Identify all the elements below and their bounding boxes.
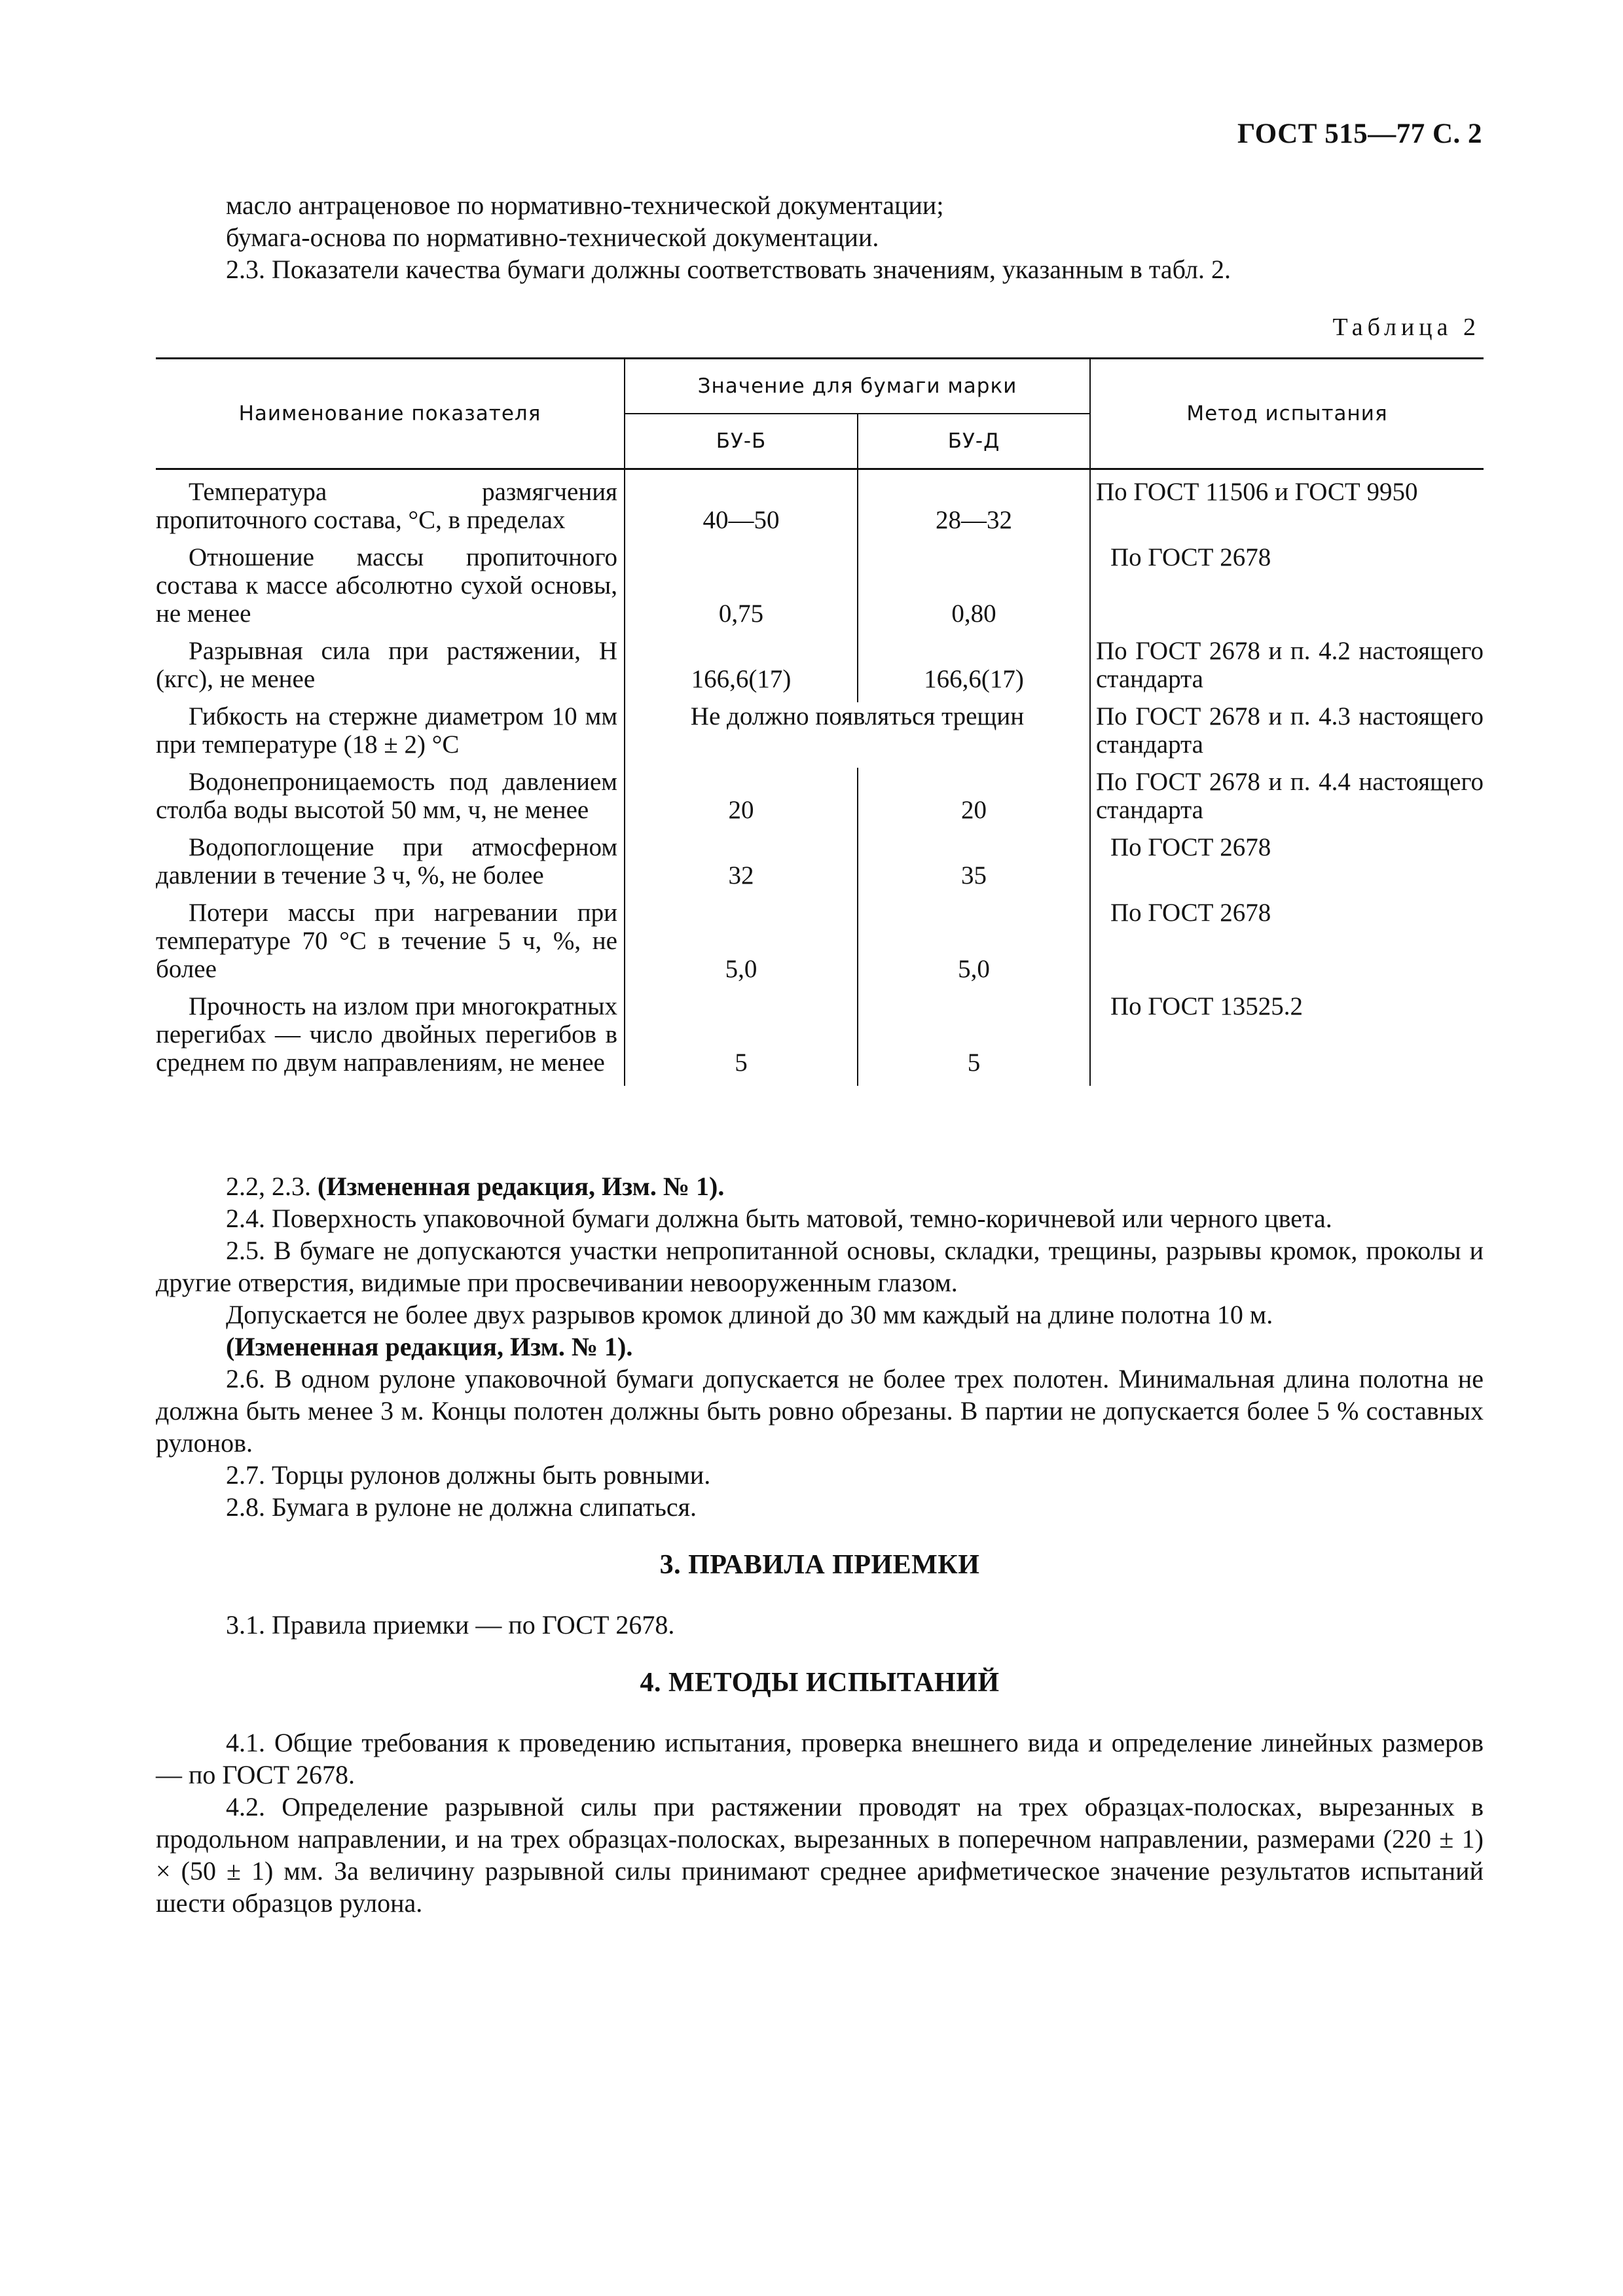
table-row: [156, 637, 1484, 702]
row-value-bu-b: 5,0: [625, 899, 858, 992]
paragraph-2-5-change: (Измененная редакция, Изм. № 1).: [226, 1332, 633, 1361]
quality-table: [156, 357, 1484, 1086]
row-method: По ГОСТ 2678: [1110, 543, 1271, 571]
row-method: По ГОСТ 2678: [1110, 833, 1271, 861]
row-value-bu-d: 5: [858, 992, 1090, 1086]
row-value-bu-d: 166,6(17): [858, 637, 1090, 702]
row-name: Водопоглощение при атмосферном давлении в течение 3 ч, %, не более: [156, 833, 625, 899]
row-method: По ГОСТ 2678: [1110, 899, 1271, 927]
header-brand-bu-b: БУ-Б: [625, 414, 858, 469]
row-value-bu-b: 5: [625, 992, 858, 1086]
table-row: [156, 899, 1484, 992]
row-value-bu-d: 0,80: [858, 543, 1090, 637]
section-heading-4: 4. МЕТОДЫ ИСПЫТАНИЙ: [640, 1668, 1000, 1698]
row-value-bu-b: 20: [728, 796, 754, 824]
paragraph-2-8: 2.8. Бумага в рулоне не должна слипаться.: [226, 1492, 697, 1522]
table-row: [156, 833, 1484, 899]
intro-block: [226, 189, 1483, 285]
row-name: Температура размягчения пропиточного состава, °С, в пределах: [156, 469, 625, 544]
table-row: [156, 543, 1484, 637]
row-name: Потери массы при нагревании при температуре 70 °С в течение 5 ч, %, не более: [156, 899, 625, 992]
intro-line: 2.3. Показатели качества бумаги должны соответствовать значениям, указанным в табл. 2.: [226, 255, 1231, 284]
paragraph-4-1: 4.1. Общие требования к проведению испытания, проверка внешнего вида и определение линейных размеров — по ГОСТ 2678.: [156, 1728, 1484, 1789]
row-value-bu-d: 35: [858, 833, 1090, 899]
row-name: Гибкость на стержне диаметром 10 мм при температуре (18 ± 2) °С: [156, 702, 625, 768]
paragraph-4-2: 4.2. Определение разрывной силы при растяжении проводят на трех образцах-полосках, вырезанных в продольном направлении, и на трех образцах-полосках, вырезанных в поперечном направлении, размерами (220 ± 1) × (50 ± 1) мм. За величину разрывной силы принимают среднее арифметическое значение результатов испытаний шести образцов рулона.: [156, 1792, 1484, 1918]
paragraph-2-5: 2.5. В бумаге не допускаются участки непропитанной основы, складки, трещины, разрывы кромок, проколы и другие отверстия, видимые при просвечивании невооруженным глазом.: [156, 1236, 1484, 1297]
row-value-bu-d: 5,0: [858, 899, 1090, 992]
row-value-bu-b: 40—50: [625, 469, 858, 544]
header-brand-bu-d: БУ-Д: [858, 414, 1090, 469]
header-method: Метод испытания: [1186, 401, 1388, 425]
row-value-bu-b: 166,6(17): [625, 637, 858, 702]
paragraph-2-6: 2.6. В одном рулоне упаковочной бумаги допускается не более трех полотен. Минимальная длина полотна не должна быть менее 3 м. Концы полотен должны быть ровно обрезаны. В партии не допускается более 5 % составных рулонов.: [156, 1364, 1484, 1458]
row-method: По ГОСТ 2678 и п. 4.2 настоящего стандарта: [1096, 637, 1484, 693]
row-value-bu-b: 32: [625, 833, 858, 899]
row-name: Прочность на излом при многократных перегибах — число двойных перегибов в среднем по двум направлениям, не менее: [156, 992, 625, 1086]
header-value-group: Значение для бумаги марки: [625, 359, 1090, 414]
row-value-bu-b: 0,75: [625, 543, 858, 637]
body-text: [156, 1170, 1484, 1919]
paragraph-2-4: 2.4. Поверхность упаковочной бумаги должна быть матовой, темно-коричневой или черного цвета.: [226, 1204, 1332, 1233]
row-name: Водонепроницаемость под давлением столба воды высотой 50 мм, ч, не менее: [156, 768, 625, 833]
table-row: [156, 469, 1484, 544]
header-name: Наименование показателя: [156, 359, 625, 469]
table-row: [156, 768, 1484, 833]
paragraph-2-2-2-3: 2.2, 2.3. (Измененная редакция, Изм. № 1).: [226, 1172, 725, 1201]
row-method: По ГОСТ 2678 и п. 4.3 настоящего стандарта: [1096, 702, 1484, 759]
row-name: Отношение массы пропиточного состава к массе абсолютно сухой основы, не менее: [156, 543, 625, 637]
table-label: Таблица 2: [1332, 314, 1480, 341]
paragraph-2-7: 2.7. Торцы рулонов должны быть ровными.: [226, 1460, 711, 1490]
paragraph-3-1: 3.1. Правила приемки — по ГОСТ 2678.: [226, 1610, 675, 1640]
row-value-bu-d: 20: [858, 768, 1090, 833]
row-method: По ГОСТ 13525.2: [1110, 992, 1303, 1020]
row-method: По ГОСТ 11506 и ГОСТ 9950: [1096, 478, 1418, 506]
row-name: Разрывная сила при растяжении, Н (кгс), не менее: [156, 637, 625, 702]
section-heading-3: 3. ПРАВИЛА ПРИЕМКИ: [659, 1550, 980, 1580]
table-row: [156, 702, 1484, 768]
intro-line: бумага-основа по нормативно-технической документации.: [226, 223, 879, 252]
row-method: По ГОСТ 2678 и п. 4.4 настоящего стандарта: [1096, 768, 1484, 824]
page-header: ГОСТ 515—77 С. 2: [1237, 118, 1482, 149]
table-row: [156, 992, 1484, 1086]
row-value-bu-d: 28—32: [858, 469, 1090, 544]
row-value-merged: Не должно появляться трещин: [625, 702, 1090, 768]
intro-line: масло антраценовое по нормативно-технической документации;: [226, 190, 944, 220]
paragraph-2-5-note: Допускается не более двух разрывов кромок длиной до 30 мм каждый на длине полотна 10 м.: [226, 1300, 1273, 1329]
